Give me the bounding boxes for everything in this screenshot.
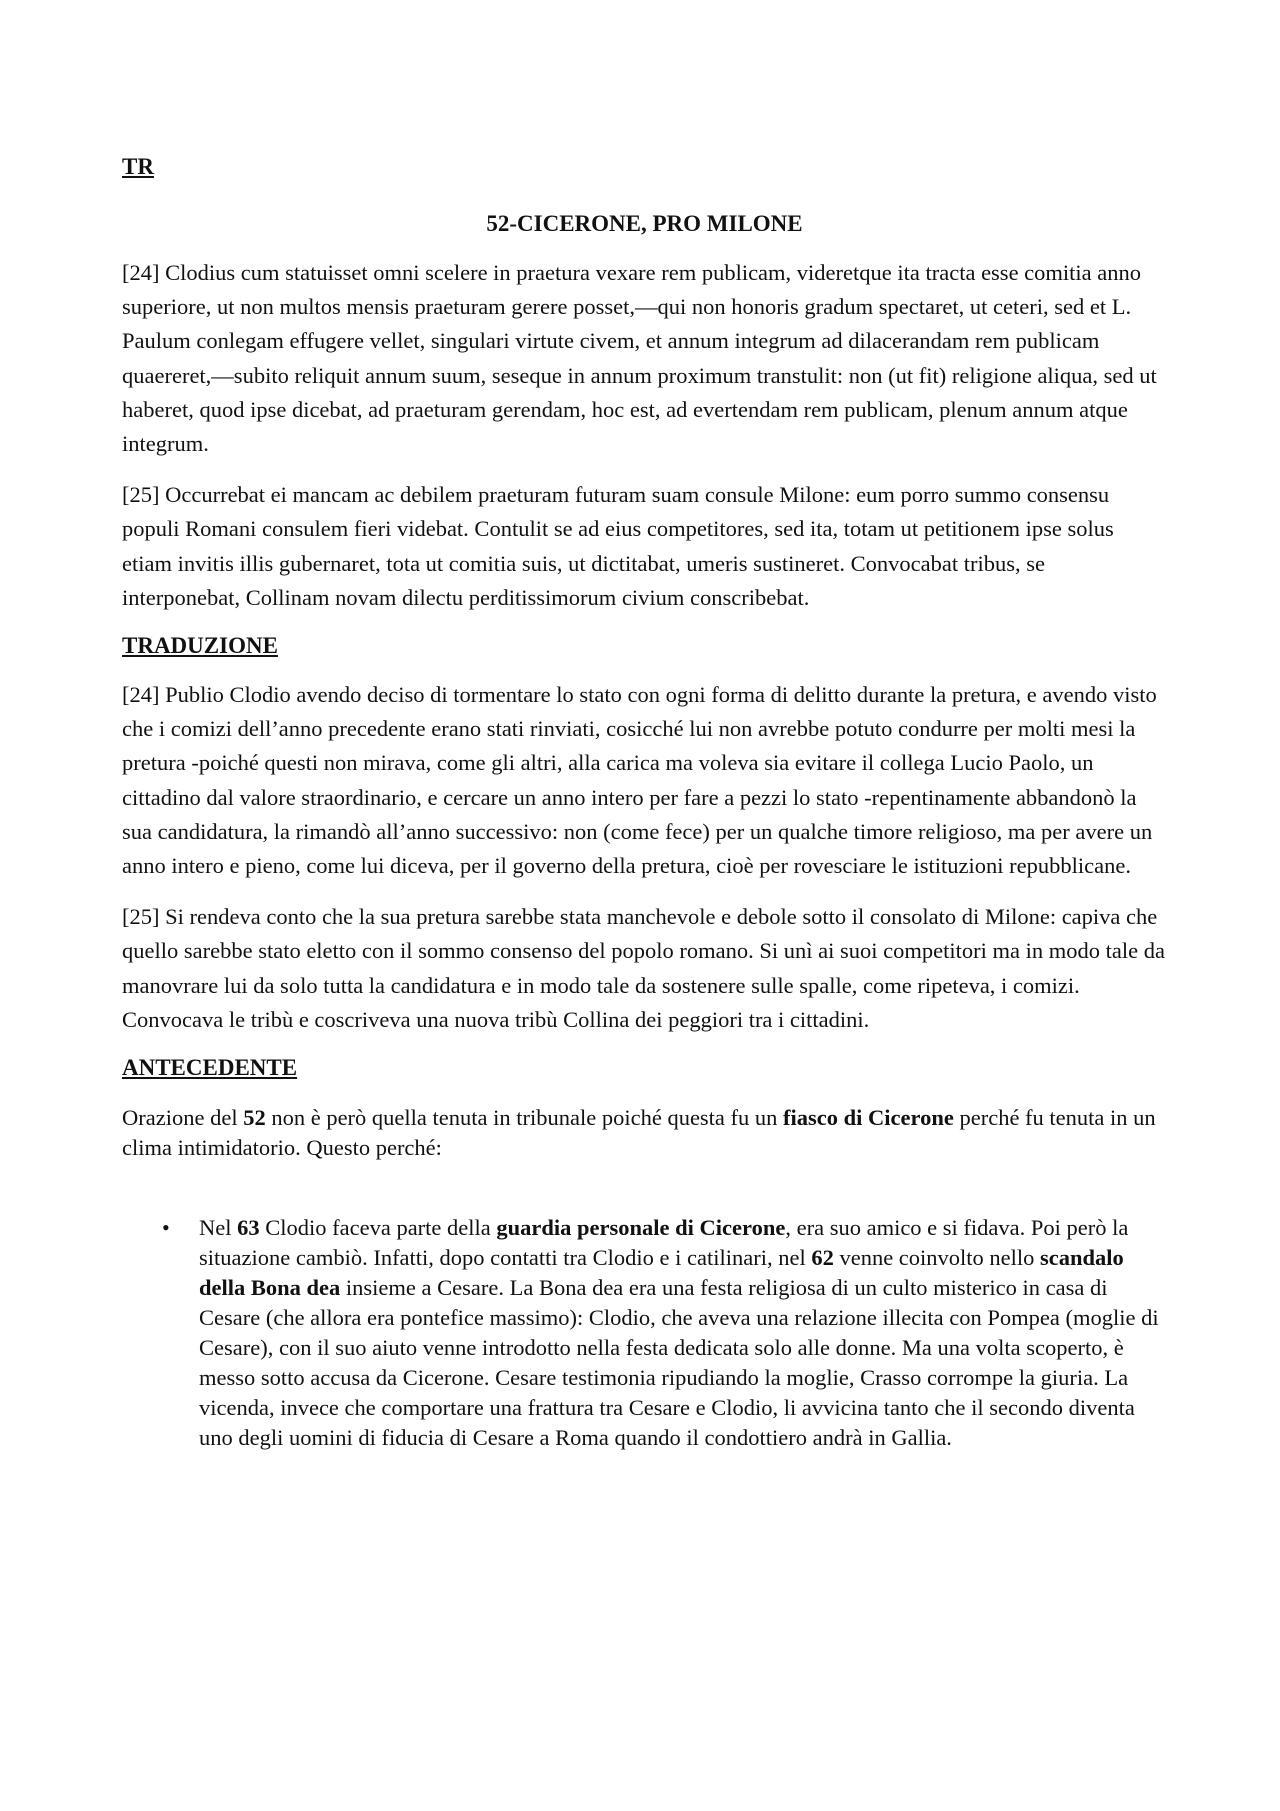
page-title: 52-CICERONE, PRO MILONE <box>486 211 803 236</box>
list-item <box>122 1213 1167 1453</box>
bullet-emphasis-bold: guardia personale di Cicerone <box>496 1215 786 1241</box>
intro-text: non è però quella tenuta in tribunale poiché questa fu un <box>265 1105 784 1131</box>
bullet-text: , era suo amico e si fidava. Poi però la situazione cambiò. Infatti, dopo contatti tra Clodio e i catilinari, nel <box>199 1215 1129 1271</box>
bullet-text: insieme a Cesare. La Bona dea era una festa religiosa di un culto misterico in casa di Cesare (che allora era pontefice massimo): Clodio, che aveva una relazione illecita con Pompea (moglie di Cesare), con il suo aiuto venne introdotto nella festa dedicata solo alle donne. Ma una volta scoperto, è messo sotto accusa da Cicerone. Cesare testimonia ripudiando la moglie, Crasso corrompe la giuria. La vicenda, invece che comportare una frattura tra Cesare e Clodio, li avvicina tanto che il secondo diventa uno degli uomini di fiducia di Cesare a Roma quando il condottiero andrà in Gallia. <box>199 1275 1159 1451</box>
translation-paragraph-24: [24] Publio Clodio avendo deciso di tormentare lo stato con ogni forma di delitto durante la pretura, e avendo visto che i comizi dell’anno precedente erano stati rinviati, cosicché lui non avrebbe potuto condurre per molti mesi la pretura -poiché questi non mirava, come gli altri, alla carica ma voleva sia evitare il collega Lucio Paolo, un cittadino dal valore straordinario, e cercare un anno intero per fare a pezzi lo stato -repentinamente abbandonò la sua candidatura, la rimandò all’anno successivo: non (come fece) per un qualche timore religioso, ma per avere un anno intero e pieno, come lui diceva, per il governo della pretura, cioè per rovesciare le istituzioni repubblicane. <box>122 682 1157 879</box>
intro-text: perché fu tenuta in un clima intimidatorio. Questo perché: <box>122 1105 1156 1161</box>
traduzione-heading: TRADUZIONE <box>122 633 278 659</box>
latin-paragraph-25: [25] Occurrebat ei mancam ac debilem praeturam futuram suam consule Milone: eum porro summo consensu populi Romani consulem fieri videbat. Contulit se ad eius competitores, sed ita, totam ut petitionem ipse solus etiam invitis illis gubernaret, tota ut comitia suis, ut dictitabat, umeris sustineret. Convocabat tribus, se interponebat, Collinam novam dilectu perditissimorum civium conscribebat. <box>122 482 1114 610</box>
bullet-text: venne coinvolto nello <box>833 1245 1041 1271</box>
bullet-text: Nel <box>199 1215 238 1241</box>
latin-paragraph-24: [24] Clodius cum statuisset omni scelere in praetura vexare rem publicam, videretque ita tracta esse comitia anno superiore, ut non multos mensis praeturam gerere posset,—qui non honoris gradum spectaret, ut ceteri, sed et L. Paulum conlegam effugere vellet, singulari virtute civem, et annum integrum ad dilacerandam rem publicam quaereret,—subito reliquit annum suum, seseque in annum proximum transtulit: non (ut fit) religione aliqua, sed ut haberet, quod ipse dicebat, ad praeturam gerendam, hoc est, ad evertendam rem publicam, plenum annum atque integrum. <box>122 260 1157 457</box>
intro-year-bold: 52 <box>243 1105 266 1131</box>
antecedente-intro <box>122 1103 1167 1163</box>
bullet-emphasis-bold: scandalo della Bona dea <box>199 1245 1124 1301</box>
translation-paragraph-25: [25] Si rendeva conto che la sua pretura sarebbe stata manchevole e debole sotto il consolato di Milone: capiva che quello sarebbe stato eletto con il sommo consenso del popolo romano. Si unì ai suoi competitori ma in modo tale da manovrare lui da solo tutta la candidatura e in modo tale da sostenere sulle spalle, come ripeteva, i comizi. Convocava le tribù e coscriveva una nuova tribù Collina dei peggiori tra i cittadini. <box>122 904 1165 1032</box>
bullet-year-bold: 62 <box>811 1245 834 1271</box>
document-page <box>122 152 1167 1453</box>
section-label-tr: TR <box>122 154 154 179</box>
intro-emphasis-bold: fiasco di Cicerone <box>783 1105 954 1131</box>
intro-text: Orazione del <box>122 1105 244 1131</box>
bullet-marker: • <box>162 1215 170 1241</box>
antecedente-heading: ANTECEDENTE <box>122 1055 298 1081</box>
antecedente-bullet-list <box>122 1213 1167 1453</box>
bullet-year-bold: 63 <box>237 1215 260 1241</box>
bullet-text: Clodio faceva parte della <box>259 1215 497 1241</box>
